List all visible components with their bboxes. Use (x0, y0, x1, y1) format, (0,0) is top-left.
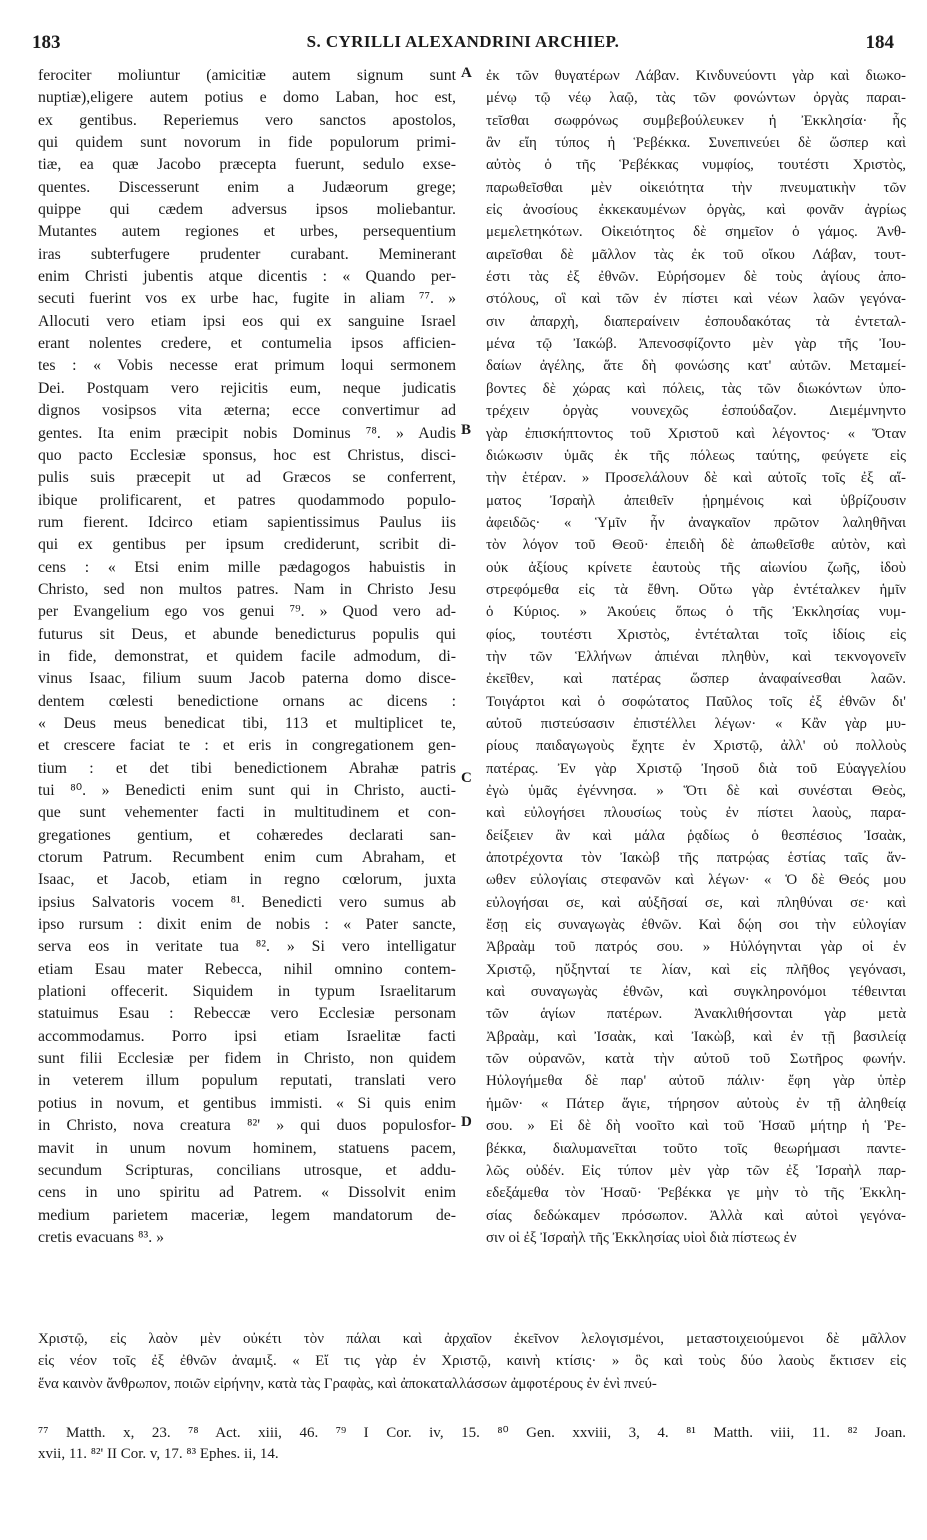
latin-text-line: tium : et det tibi benedictionem Abrahæ patris (38, 759, 456, 777)
latin-text-line: sunt filii Ecclesiæ per fidem in Christo, non quidem (38, 1050, 456, 1068)
footnotes (38, 1423, 906, 1465)
latin-column (38, 65, 456, 1249)
greek-text-line: διώκωσιν ὑμᾶς ἐκ τῆς πόλεως ταύτης, φεύγετε εἰς (486, 447, 906, 464)
latin-text-line: ibique prolificarent, et patres quodammodo populo- (38, 491, 456, 509)
greek-text-line: καὶ συναγωγὰς ἐθνῶν, καὶ συγκληρονόμοι τέθεινται (486, 984, 906, 1001)
margin-marker-a: A (461, 65, 472, 81)
greek-text-line: τὴν τῶν Ἑλλήνων ἀπιέναι πληθὺν, καὶ τεκνογονεῖν (486, 648, 906, 665)
greek-text-line: ωθεν εὐλογίαις στεφανῶν καὶ λέγων· « Ὁ δὲ Θεός μου (486, 872, 906, 889)
greek-text-line: αὐτοῦ πιστεύσασιν ἐπιστέλλει λέγων· « Κἂν γὰρ μυ- (486, 715, 906, 732)
latin-text-line: iras subterfugere prudenter curabant. Meminerant (38, 245, 456, 263)
greek-text-line: Χριστῷ, ηὔξηνταί τε λίαν, καὶ εἰς πλῆθος γεγόνασι, (486, 961, 906, 978)
footnote-line: ⁷⁷ Matth. x, 23. ⁷⁸ Act. xiii, 46. ⁷⁹ I Cor. iv, 15. ⁸⁰ Gen. xxviii, 3, 4. ⁸¹ Matth. viii, 11. ⁸² Joan. (38, 1425, 906, 1441)
greek-text-line: σιν ἀπαρχὴ, διαπεραίνειν ἐσπουδακότας τὰ ἐντεταλ- (486, 313, 906, 330)
margin-marker-b: B (461, 422, 472, 438)
greek-text-line: πατέρας. Ἐν γὰρ Χριστῷ Ἰησοῦ διὰ τοῦ Εὐαγγελίου (486, 760, 906, 777)
latin-text-line: potius in novum, et gentibus immisti. « Si quis enim (38, 1094, 456, 1112)
latin-text-line: in fide, demonstrat, et quidem facile admodum, di- (38, 647, 456, 665)
latin-text-line: vinus Isaac, filium suum Jacob paterna domo disce- (38, 670, 456, 688)
latin-text-line: cretis evacuans ⁸³. » (38, 1228, 165, 1246)
greek-column (486, 65, 906, 1249)
page-number-left: 183 (32, 32, 61, 53)
latin-text-line: quo pacto Ecclesiæ sponsus, hoc est Christus, disci- (38, 446, 456, 464)
latin-text-line: « Deus meus benedicat tibi, 113 et multiplicet te, (38, 714, 456, 732)
footnote-line: xvii, 11. ⁸²' II Cor. v, 17. ⁸³ Ephes. ii, 14. (38, 1446, 279, 1462)
greek-text-line: ἂν εἴη τύπος ἡ Ῥεβέκκα. Συνεπινεύει δὲ ὥσπερ καὶ (486, 135, 906, 152)
latin-text-line: Dei. Postquam vero rejicitis eum, neque judicatis (38, 379, 456, 397)
greek-text-line: σίας δεδώκαμεν πρόσωπον. Ἀλλὰ καὶ αὐτοὶ γεγόνα- (486, 1207, 906, 1224)
latin-text-line: ctorum Patrum. Recumbent enim cum Abraham, et (38, 849, 456, 867)
latin-text-line: in veterem illum populum reputati, translati vero (38, 1072, 456, 1090)
greek-text-line: ἡμῶν· « Πάτερ ἅγιε, τήρησον αὐτοὺς ἐν τῇ ἀληθείᾳ (486, 1095, 906, 1112)
latin-text-line: Allocuti vero etiam ipsi eos qui ex sanguine Israel (38, 312, 456, 330)
latin-text-line: medium parietem maceriæ, legem mandatorum de- (38, 1206, 456, 1224)
latin-text-line: dentem cœlesti benedictione ornans ac dicens : (38, 692, 456, 710)
greek-text-line: ἐκ τῶν θυγατέρων Λάβαν. Κινδυνεύοντι γὰρ καὶ διωκο- (486, 68, 906, 84)
latin-text-line: gentes. Ita enim præcipit nobis Dominus ⁷⁸. » Audis (38, 424, 456, 442)
greek-text-line: ὁ Κύριος. » Ἀκούεις ὅπως ὁ τῆς Ἐκκλησίας νυμ- (486, 604, 906, 621)
latin-text-line: pulis suis præcepit ut ad Græcos se conferrent, (38, 469, 456, 487)
latin-text-line: plationi offecerit. Siquidem in typum Israelitarum (38, 983, 456, 1001)
latin-text-line: mavit in unum novum hominem, statuens pacem, (38, 1139, 456, 1157)
wide-text-line: ἕνα καινὸν ἄνθρωπον, ποιῶν εἰρήνην, κατὰ τὰς Γραφὰς, καὶ ἀποκαταλλάσσων ἀμφοτέρους ἐν ἑνὶ πνεύ- (38, 1375, 657, 1392)
greek-text-line: τὸν λόγον τοῦ Θεοῦ· ἐπειδὴ δὲ ἀπωθεῖσθε αὐτὸν, καὶ (486, 537, 906, 554)
greek-text-line: σιν οἱ ἐξ Ἰσραὴλ τῆς Ἐκκλησίας υἱοὶ διὰ πίστεως ἐν (486, 1229, 797, 1246)
latin-text-line: secuti fuerint vos ex urbe hac, fugite in aliam ⁷⁷. » (38, 290, 456, 308)
greek-text-line: ρίους παιδαγωγοὺς ἔχητε ἐν Χριστῷ, ἀλλ' οὐ πολλοὺς (486, 738, 906, 755)
greek-text-line: λῶς οὐδέν. Εἰς τύπον μὲν γὰρ τῶν ἐξ Ἰσραὴλ παρ- (486, 1162, 906, 1179)
latin-text-line: serva eos in veritate tua ⁸². » Si vero intelligatur (38, 938, 456, 956)
latin-text-line: in Christo, nova creatura ⁸²' » qui duos populosfor- (38, 1117, 456, 1135)
greek-text-line: μεμελετηκότων. Οἰκειότητος δὲ σημεῖον ὁ γάμος. Ἀνθ- (486, 224, 906, 241)
margin-marker-d: D (461, 1114, 472, 1130)
latin-text-line: et crescere faciat te : et eris in congregationem gen- (38, 737, 456, 755)
greek-text-line: Ἀβραὰμ, καὶ Ἰσαὰκ, καὶ Ἰακὼβ, καὶ ἐν τῇ βασιλείᾳ (486, 1028, 906, 1045)
latin-text-line: erant nolentes credere, et contumelia ipsos afficien- (38, 335, 456, 353)
page-number-right: 184 (865, 32, 894, 53)
latin-text-line: qui ex gentibus per ipsum crediderunt, scribit di- (38, 536, 456, 554)
greek-text-line: εδεξάμεθα τὸν Ἡσαῦ· Ῥεβέκκα γε μὴν τὸ τῆς Ἐκκλη- (486, 1185, 906, 1202)
greek-text-line: εὐλογήσαι σε, καὶ αὐξῆσαί σε, καὶ πληθύναι σε· καὶ (486, 894, 906, 911)
latin-text-line: cens : « Etsi enim mille pædagogos habuistis in (38, 558, 456, 576)
latin-text-line: secundum Scripturas, concilians utrosque, et addu- (38, 1161, 456, 1179)
latin-text-line: ipsius Salvatoris vocem ⁸¹. Benedicti vero sumus ab (38, 893, 456, 911)
greek-text-line: μένα τῷ Ἰακώβ. Ἀπενοσφίζοντο μὲν γὰρ τῆς Ἰου- (486, 336, 906, 353)
latin-text-line: qui quidem sunt novorum in fide populorum primi- (38, 134, 456, 152)
greek-text-line: γὰρ ἐπισκήπτοντος τοῦ Χριστοῦ καὶ λέγοντος· « Ὅταν (486, 425, 906, 442)
greek-text-line: αιρεῖσθαι δὲ μᾶλλον τὰς ἐκ τοῦ οἴκου Λάβαν, τουτ- (486, 246, 906, 263)
latin-text-line: tes : « Vobis necesse erat primum loqui sermonem (38, 357, 456, 375)
greek-text-line: ἐκεῖθεν, καὶ πατέρας ὥσπερ ἀναφαίνεσθαι λαῶν. (486, 671, 906, 688)
greek-text-line: ἐγὼ ὑμᾶς ἐγέννησα. » Ὅτι δὲ καὶ συνέσται Θεὸς, (486, 783, 906, 799)
latin-text-line: Isaac, et Jacob, etiam in regno cœlorum, juxta (38, 871, 456, 889)
latin-text-line: ferociter moliuntur (amicitiæ autem signum sunt (38, 67, 456, 84)
latin-text-line: ex gentibus. Reperiemus vero sanctos apostolos, (38, 111, 456, 129)
greek-text-line: δαίων ἀγέλης, ἅτε δὴ φονώσης κατ' αὐτῶν. Μεταμεί- (486, 358, 906, 375)
greek-text-line: Τοιγάρτοι καὶ ὁ σοφώτατος Παῦλος τοῖς ἐξ ἐθνῶν δι' (486, 693, 906, 710)
greek-text-line: ἔσῃ εἰς συναγωγὰς ἐθνῶν. Καὶ δῴη σοι τὴν εὐλογίαν (486, 917, 906, 934)
greek-text-line: καὶ εὐλογήσει πλουσίως τοὺς ἐν πίστει λαοὺς, παρα- (486, 805, 906, 822)
greek-text-line: Ἀβραὰμ τοῦ πατρός σου. » Ηὐλόγηνται γὰρ οἱ ἐν (486, 939, 906, 956)
latin-text-line: dignos vosipsos vita æterna; ecce convertimur ad (38, 402, 456, 420)
latin-text-line: quentes. Discesserunt enim a Judæorum grege; (38, 178, 456, 196)
greek-text-line: εἰς ἀνοσίους ἐκκεκαυμένων ὀργὰς, καὶ φονᾶν ἀγρίως (486, 202, 906, 219)
greek-text-line: τῶν ἁγίων πατέρων. Ἀνακλιθήσονται γὰρ μετὰ (486, 1006, 906, 1023)
greek-text-line: σου. » Εἰ δὲ δὴ νοοῖτο καὶ τοῦ Ἡσαῦ μήτηρ ἡ Ῥε- (486, 1118, 906, 1135)
latin-text-line: gregationes gentium, et cohæredes declarati san- (38, 826, 456, 844)
greek-text-line: ἀποτρέχοντα τὸν Ἰακὼβ τῆς πατρῴας ἑστίας ταῖς ἄν- (486, 850, 906, 867)
greek-text-line: αὐτὸς ὁ τῆς Ῥεβέκκας νυμφίος, τουτέστι Χριστὸς, (486, 157, 906, 174)
latin-text-line: etiam Esau mater Rebecca, nihil omnino contem- (38, 960, 456, 978)
running-title: S. CYRILLI ALEXANDRINI ARCHIEP. (306, 32, 620, 51)
greek-text-line: τρέχειν ὀργὰς νουνεχῶς ἐσπούδαζον. Διεμέμνηντο (486, 403, 906, 420)
latin-text-line: tui ⁸⁰. » Benedicti enim sunt qui in Christo, aucti- (38, 782, 456, 799)
latin-text-line: nuptiæ),eligere autem potius e domo Laban, hoc est, (38, 89, 456, 107)
greek-text-line: βοντες δὲ χώρας καὶ πόλεις, τὰς τῶν διωκόντων ὑπο- (486, 380, 906, 397)
latin-text-line: futurus sit Deus, et abunde benedicturus populis qui (38, 625, 456, 643)
page-header (32, 32, 894, 56)
greek-text-line: ἀφειδῶς· « Ὑμῖν ἦν ἀναγκαῖον πρῶτον λαληθῆναι (486, 514, 906, 531)
latin-text-line: per Evangelium ego vos genui ⁷⁹. » Quod vero ad- (38, 603, 456, 621)
greek-text-line: δείξειεν ἂν καὶ μάλα ῥᾳδίως ὁ θεσπέσιος Ἰσαὰκ, (486, 827, 906, 844)
greek-text-line: τεῖσθαι σωφρόνως συμβεβούλευκεν ἡ Ἐκκλησία· ἧς (486, 112, 906, 129)
latin-text-line: enim Christi jubentis atque dicentis : « Quando per- (38, 268, 456, 286)
latin-text-line: quippe qui cædem adversus ipsos moliebantur. (38, 201, 456, 219)
greek-text-line: Ηὐλογήμεθα δὲ παρ' αὐτοῦ πάλιν· ἔφη γὰρ ὑπὲρ (486, 1073, 906, 1090)
greek-text-line: τὴν ἑτέραν. » Προσελάλουν δὲ καὶ αὐτοῖς τοῖς ἐξ αἵ- (486, 470, 906, 487)
greek-text-line: φίος, τουτέστι Χριστὸς, ἐντέταλται τοῖς ἰδίοις εἰς (486, 626, 906, 643)
latin-text-line: Mutantes autem regiones et urbes, persequentium (38, 223, 456, 241)
greek-text-line: στόλους, οἳ καὶ τῶν ἐν πίστει καὶ νέων λαῶν γεγόνα- (486, 291, 906, 308)
latin-text-line: Christo, sed non multos patres. Nam in Christo Jesu (38, 580, 456, 598)
greek-text-line: παρωθεῖσθαι μὲν οἰκειότητα τὴν πνευματικὴν τῶν (486, 179, 906, 196)
wide-text-line: Χριστῷ, εἰς λαὸν μὲν οὐκέτι τὸν πάλαι καὶ ἀρχαῖον ἐκεῖνον λελογισμένοι, μεταστοιχειούμενοι δὲ μᾶλλον (38, 1331, 906, 1347)
margin-marker-c: C (461, 770, 472, 786)
greek-text-line: στρεφόμεθα εἰς τὰ ἔθνη. Οὕτω γὰρ ἐντέταλκεν ἡμῖν (486, 581, 906, 598)
greek-text-line: μένῳ τῷ νέῳ λαῷ, τὰς τῶν φονώντων ὀργὰς παραι- (486, 90, 906, 107)
latin-text-line: que sunt vehementer facti in multitudinem et con- (38, 804, 456, 822)
latin-text-line: statuimus Esau : Rebeccæ vero Ecclesiæ personam (38, 1005, 456, 1023)
greek-text-line: ματος Ἰσραὴλ ἀπειθεῖν ᾑρημένοις καὶ ὑβρίζουσιν (486, 492, 906, 509)
greek-text-line: βέκκα, διαλυμανεῖται τοῦτο τοῖς θεωρήμασι παντε- (486, 1140, 906, 1157)
full-width-text (38, 1328, 906, 1395)
wide-text-line: εἰς νέον τοῖς ἐξ ἐθνῶν ἀναμιξ. « Εἴ τις γὰρ ἐν Χριστῷ, καινὴ κτίσις· » ὃς καὶ τοὺς δύο λαοὺς ἔκτισεν εἰς (38, 1353, 906, 1370)
greek-text-line: έστι τὰς ἐξ ἐθνῶν. Εὑρήσομεν δὲ τοὺς ἁγίους ἀπο- (486, 269, 906, 286)
latin-text-line: accommodamus. Porro ipsi etiam Israelitæ facti (38, 1027, 456, 1045)
latin-text-line: rum fierent. Idcirco etiam sapientissimus Paulus iis (38, 513, 456, 531)
latin-text-line: ipso rursum : dixit enim de nobis : « Pater sancte, (38, 916, 456, 934)
greek-text-line: τῶν οὐρανῶν, κατὰ τὴν αὐτοῦ τοῦ Σωτῆρος φωνήν. (486, 1051, 906, 1068)
latin-text-line: tiæ, ea quæ Jacobo præcepta fuerunt, sedulo exse- (38, 156, 456, 174)
latin-text-line: cens in uno spiritu ad Patrem. « Dissolvit enim (38, 1184, 456, 1202)
greek-text-line: οὐκ ἀξίους κρίνετε ἑαυτοὺς τῆς αἰωνίου ζωῆς, ἰδοὺ (486, 559, 906, 576)
